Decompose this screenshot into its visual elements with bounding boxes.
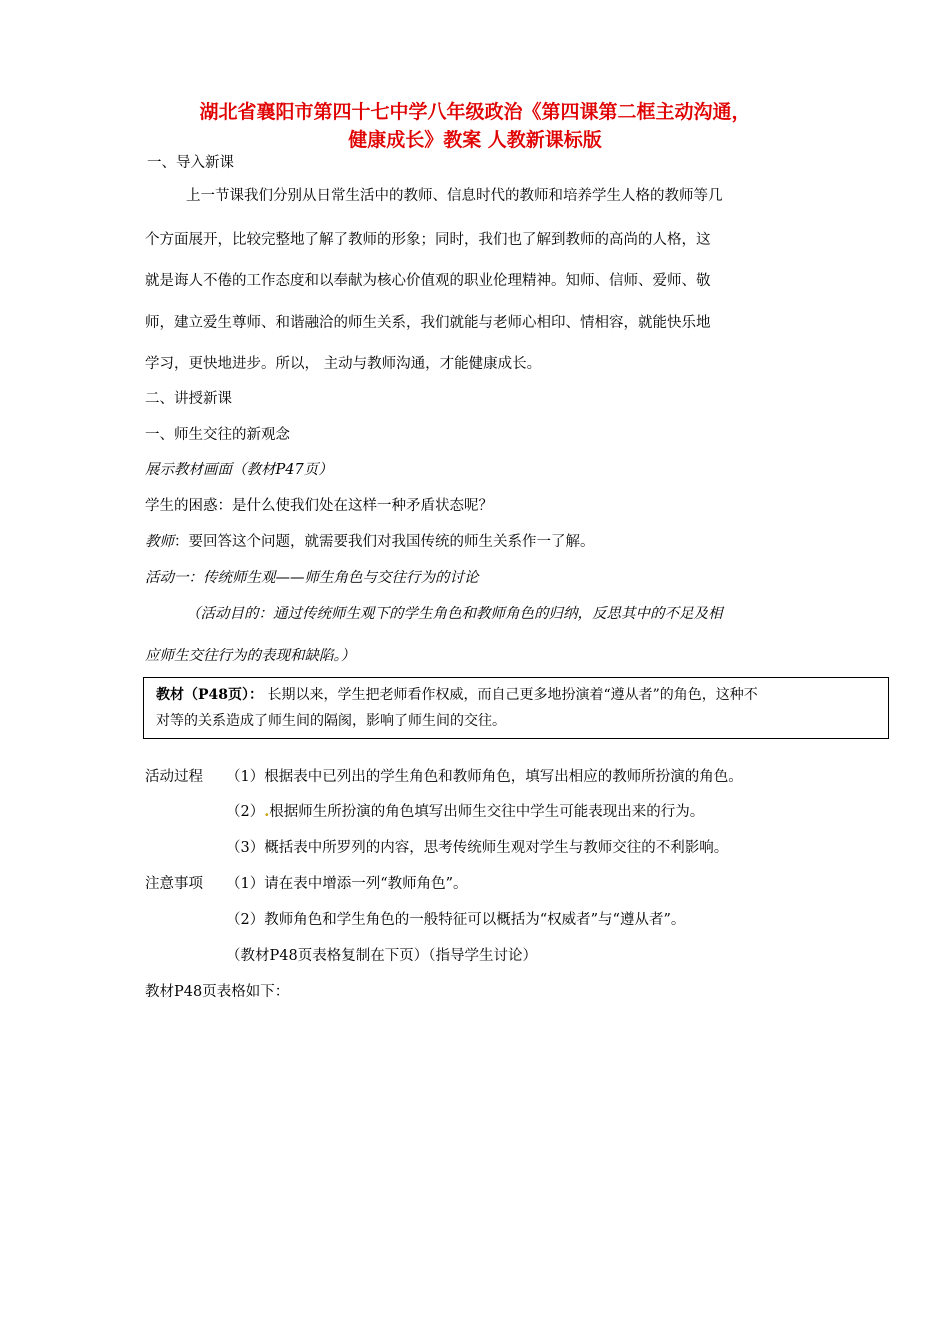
note-item: （1）请在表中增添一列“教师角色”。 <box>226 876 468 892</box>
note-item: （2）教师角色和学生角色的一般特征可以概括为“权威者”与“遵从者”。 <box>226 912 686 928</box>
document-title <box>130 98 820 154</box>
step-number: （2） <box>226 804 265 820</box>
process-step: （1）根据表中已列出的学生角色和教师角色，填写出相应的教师所扮演的角色。 <box>226 769 743 785</box>
paragraph-line: 就是诲人不倦的工作态度和以奉献为核心价值观的职业伦理精神。知师、信师、爱师、敬 <box>145 273 711 289</box>
paragraph-line: 师，建立爱生尊师、和谐融洽的师生关系，我们就能与老师心相印、情相容，就能快乐地 <box>145 315 711 331</box>
section-heading-intro: 一、导入新课 <box>147 155 234 171</box>
step-text: 根据师生所扮演的角色填写出师生交往中学生可能表现出来的行为。 <box>269 804 705 820</box>
title-line-1: 湖北省襄阳市第四十七中学八年级政治《第四课第二框主动沟通， <box>199 101 751 123</box>
teacher-text: ：要回答这个问题，就需要我们对我国传统的师生关系作一了解。 <box>174 534 595 550</box>
student-question: 学生的困惑：是什么使我们处在这样一种矛盾状态呢？ <box>145 498 493 514</box>
teacher-line <box>145 532 595 552</box>
process-step: （3）概括表中所罗列的内容，思考传统师生观对学生与教师交往的不利影响。 <box>226 840 729 856</box>
activity-goal-line: （活动目的：通过传统师生观下的学生角色和教师角色的归纳，反思其中的不足及相 <box>186 606 723 622</box>
subsection-heading: 一、师生交往的新观念 <box>145 427 290 443</box>
section-heading-teaching: 二、讲授新课 <box>145 391 232 407</box>
textbook-label: 教材（P48页）： <box>156 687 264 703</box>
textbook-excerpt-box <box>143 677 889 739</box>
process-label: 活动过程 <box>145 769 203 785</box>
teacher-label: 教师 <box>145 534 174 550</box>
notes-label: 注意事项 <box>145 876 203 892</box>
process-step <box>226 802 704 822</box>
textbook-excerpt-line-2: 对等的关系造成了师生间的隔阂，影响了师生间的交往。 <box>156 713 506 729</box>
closing-line: 教材P48页表格如下： <box>145 984 290 1000</box>
show-textbook-line: 展示教材画面（教材P47页） <box>145 462 333 478</box>
paragraph-line: 上一节课我们分别从日常生活中的教师、信息时代的教师和培养学生人格的教师等几 <box>186 188 723 204</box>
note-item: （教材P48页表格复制在下页）（指导学生讨论） <box>226 948 537 964</box>
title-line-2: 健康成长》教案 人教新课标版 <box>348 129 602 151</box>
textbook-excerpt-line-1 <box>156 685 758 705</box>
textbook-text: 长期以来，学生把老师看作权威，而自己更多地扮演着“遵从者”的角色，这种不 <box>263 687 758 703</box>
activity-goal-line: 应师生交往行为的表现和缺陷。） <box>145 648 356 664</box>
stray-mark: . <box>264 803 270 820</box>
paragraph-line: 个方面展开，比较完整地了解了教师的形象；同时，我们也了解到教师的高尚的人格，这 <box>145 232 711 248</box>
activity-title: 活动一：传统师生观——师生角色与交往行为的讨论 <box>145 570 479 586</box>
paragraph-line: 学习，更快地进步。所以， 主动与教师沟通，才能健康成长。 <box>145 356 542 372</box>
